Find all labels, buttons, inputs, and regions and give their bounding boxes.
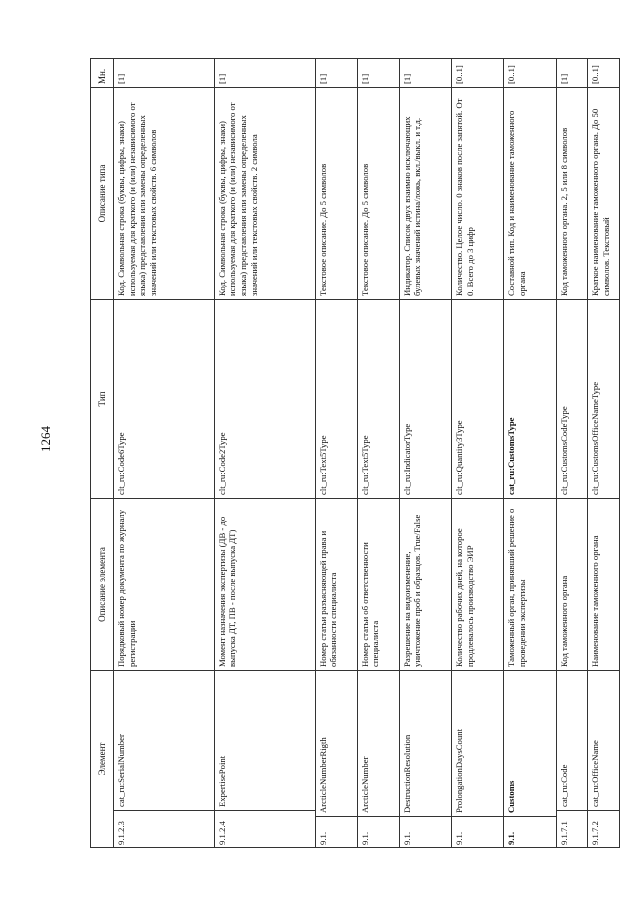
type-description: Код. Символьная строка (буквы, цифры, знаки) используемая для краткого (и (или) независимого от языка) представления или замены определенных значений или текстовых свойств. 6 символов — [114, 88, 215, 300]
type-description: Индикатор. Список двух взаимно исключающих булевых значений истина/ложь, вкл./выкл. и т.д. — [399, 88, 451, 300]
element-description: Разрешение на видоизменение, уничтожение проб и образцов. True/False — [399, 499, 451, 671]
element-type: clt_ru:IndicatorType — [399, 300, 451, 499]
element-table — [90, 58, 620, 848]
element-description: Номер статьи об ответственности специалиста — [357, 499, 399, 671]
table-row — [451, 59, 503, 848]
element-number: 9.1. — [316, 816, 357, 847]
element-name: ProlongationDaysCount — [453, 729, 464, 813]
element-cell — [214, 671, 315, 848]
element-table-container — [90, 66, 620, 848]
multiplicity: [1] — [399, 59, 451, 88]
element-description: Количество рабочих дней, на которое продлевалось производство ЭИР — [451, 499, 503, 671]
multiplicity: [0..1] — [451, 59, 503, 88]
multiplicity: [1] — [114, 59, 215, 88]
element-cell — [357, 671, 399, 848]
element-name: ArcticleNumber — [359, 756, 370, 813]
table-row — [504, 59, 556, 848]
header-description: Описание элемента — [91, 499, 114, 671]
multiplicity: [0..1] — [588, 59, 620, 88]
multiplicity: [1] — [315, 59, 357, 88]
element-type: clt_ru:Quantity3Type — [451, 300, 503, 499]
element-type: clt_ru:CustomsOfficeNameType — [588, 300, 620, 499]
type-description: Текстовое описание. До 5 символов — [357, 88, 399, 300]
element-number: 9.1. — [504, 816, 555, 847]
element-description: Номер статьи разъясняющей права и обязанности специалиста — [315, 499, 357, 671]
element-number: 9.1. — [358, 816, 399, 847]
element-cell — [451, 671, 503, 848]
header-multiplicity: Мн. — [91, 59, 114, 88]
table-row — [588, 59, 620, 848]
element-description: Код таможенного органа — [556, 499, 587, 671]
element-number: 9.1.2.3 — [114, 810, 214, 847]
type-description: Код таможенного органа. 2, 5 или 8 символов — [556, 88, 587, 300]
element-cell — [114, 671, 215, 848]
table-row — [114, 59, 215, 848]
table-header-row — [91, 59, 114, 848]
element-name: ArcticleNumberRigth — [317, 737, 328, 813]
table-row — [214, 59, 315, 848]
header-element: Элемент — [91, 671, 114, 848]
element-type: clt_ru:Code2Type — [214, 300, 315, 499]
element-description: Порядковый номер документа по журналу регистрации — [114, 499, 215, 671]
multiplicity: [1] — [357, 59, 399, 88]
type-description: Краткое наименование таможенного органа. До 50 символов. Текстовый — [588, 88, 620, 300]
element-number: 9.1. — [452, 816, 503, 847]
element-description: Момент назначения экспертизы (ДВ - до выпуска ДТ, ПВ - после выпуска ДТ) — [214, 499, 315, 671]
type-description: Текстовое описание. До 5 символов — [315, 88, 357, 300]
header-type: Тип — [91, 300, 114, 499]
element-cell — [556, 671, 587, 848]
type-description: Код. Символьная строка (буквы, цифры, знаки) используемая для краткого (и (или) независимого от языка) представления или замены определенных значений или текстовых свойств. 2 символа — [214, 88, 315, 300]
page-number: 1264 — [38, 426, 53, 452]
element-number: 9.1.7.2 — [588, 810, 619, 847]
element-type: clt_ru:CustomsCodeType — [556, 300, 587, 499]
element-cell — [588, 671, 620, 848]
element-type: clt_ru:Text5Type — [315, 300, 357, 499]
header-type-description: Описание типа — [91, 88, 114, 300]
element-name: Customs — [506, 780, 517, 813]
element-type: clt_ru:Code6Type — [114, 300, 215, 499]
multiplicity: [1] — [214, 59, 315, 88]
element-name: cat_ru:SerialNumber — [116, 734, 126, 807]
multiplicity: [1] — [556, 59, 587, 88]
multiplicity: [0..1] — [504, 59, 556, 88]
element-cell — [399, 671, 451, 848]
element-number: 9.1.7.1 — [557, 810, 587, 847]
element-cell — [504, 671, 556, 848]
element-type: clt_ru:Text5Type — [357, 300, 399, 499]
element-type: cat_ru:CustomsType — [504, 300, 556, 499]
type-description: Количество. Целое число. 0 знаков после запятой. От 0. Всего до 3 цифр — [451, 88, 503, 300]
type-description: Составной тип. Код и наименование таможенного органа — [504, 88, 556, 300]
element-number: 9.1. — [400, 816, 451, 847]
table-row — [315, 59, 357, 848]
element-description: Таможенный орган, принявший решение о проведении экспертизы — [504, 499, 556, 671]
table-row — [357, 59, 399, 848]
table-row — [556, 59, 587, 848]
element-name: cat_ru:OfficeName — [590, 740, 601, 807]
table-row — [399, 59, 451, 848]
element-name: DestructionResolution — [401, 734, 412, 813]
element-name: ExpertisePoint — [216, 755, 227, 807]
element-cell — [315, 671, 357, 848]
element-name: cat_ru:Code — [558, 764, 569, 807]
element-description: Наименование таможенного органа — [588, 499, 620, 671]
element-number: 9.1.2.4 — [215, 810, 315, 847]
